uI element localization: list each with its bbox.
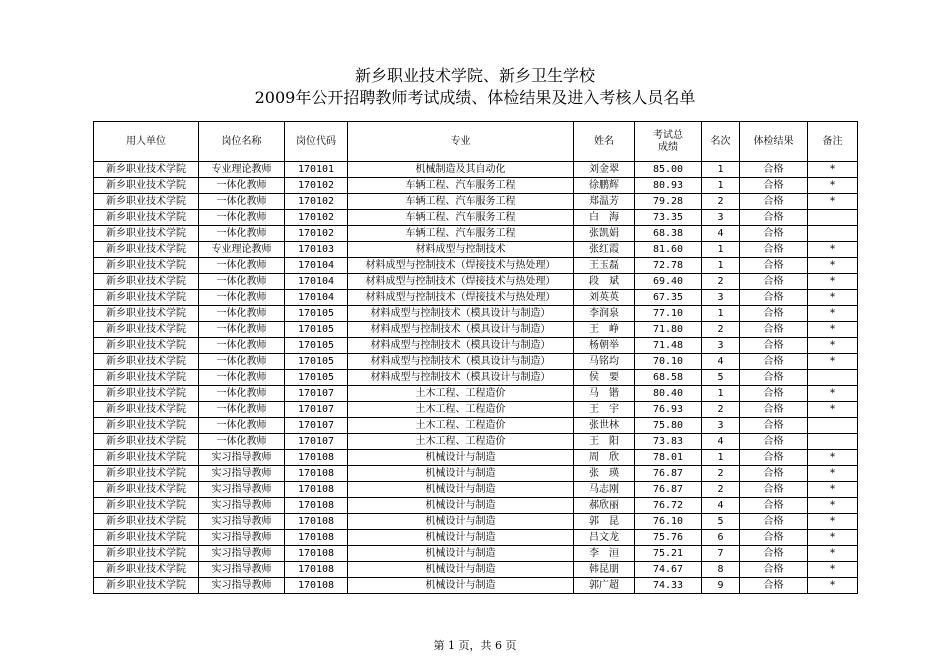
cell-name: 张凯娟 bbox=[574, 226, 635, 242]
cell-name: 马铭均 bbox=[574, 354, 635, 370]
cell-rank: 2 bbox=[702, 274, 740, 290]
cell-score: 73.35 bbox=[635, 210, 702, 226]
header-code: 岗位代码 bbox=[285, 122, 348, 162]
cell-major: 机械设计与制造 bbox=[348, 450, 574, 466]
cell-position: 实习指导教师 bbox=[199, 562, 285, 578]
cell-name: 马 锴 bbox=[574, 386, 635, 402]
table-row bbox=[94, 530, 858, 546]
cell-major: 材料成型与控制技术（模具设计与制造） bbox=[348, 306, 574, 322]
table-row bbox=[94, 418, 858, 434]
cell-major: 材料成型与控制技术（模具设计与制造） bbox=[348, 354, 574, 370]
cell-remark: * bbox=[808, 482, 858, 498]
cell-remark: * bbox=[808, 514, 858, 530]
cell-code: 170108 bbox=[285, 562, 348, 578]
cell-score: 71.80 bbox=[635, 322, 702, 338]
cell-major: 机械设计与制造 bbox=[348, 498, 574, 514]
cell-medical: 合格 bbox=[740, 322, 808, 338]
cell-unit: 新乡职业技术学院 bbox=[94, 306, 199, 322]
table-row bbox=[94, 322, 858, 338]
table-row bbox=[94, 178, 858, 194]
cell-rank: 3 bbox=[702, 418, 740, 434]
cell-name: 王 阳 bbox=[574, 434, 635, 450]
cell-rank: 2 bbox=[702, 322, 740, 338]
cell-code: 170108 bbox=[285, 482, 348, 498]
cell-position: 一体化教师 bbox=[199, 258, 285, 274]
cell-score: 71.48 bbox=[635, 338, 702, 354]
cell-position: 专业理论教师 bbox=[199, 162, 285, 178]
results-table bbox=[93, 121, 858, 594]
cell-code: 170104 bbox=[285, 274, 348, 290]
cell-remark: * bbox=[808, 306, 858, 322]
table-row bbox=[94, 578, 858, 594]
table-row bbox=[94, 338, 858, 354]
cell-name: 郭 昆 bbox=[574, 514, 635, 530]
cell-unit: 新乡职业技术学院 bbox=[94, 450, 199, 466]
cell-name: 杨朝举 bbox=[574, 338, 635, 354]
table-row bbox=[94, 562, 858, 578]
cell-rank: 3 bbox=[702, 290, 740, 306]
cell-position: 一体化教师 bbox=[199, 290, 285, 306]
cell-position: 一体化教师 bbox=[199, 418, 285, 434]
cell-remark: * bbox=[808, 178, 858, 194]
cell-unit: 新乡职业技术学院 bbox=[94, 258, 199, 274]
cell-rank: 1 bbox=[702, 450, 740, 466]
cell-score: 75.76 bbox=[635, 530, 702, 546]
cell-name: 韩昆朋 bbox=[574, 562, 635, 578]
cell-score: 76.72 bbox=[635, 498, 702, 514]
table-row bbox=[94, 354, 858, 370]
cell-code: 170108 bbox=[285, 530, 348, 546]
cell-medical: 合格 bbox=[740, 530, 808, 546]
cell-code: 170108 bbox=[285, 514, 348, 530]
cell-position: 一体化教师 bbox=[199, 178, 285, 194]
cell-unit: 新乡职业技术学院 bbox=[94, 162, 199, 178]
cell-score: 80.93 bbox=[635, 178, 702, 194]
cell-name: 王玉磊 bbox=[574, 258, 635, 274]
cell-unit: 新乡职业技术学院 bbox=[94, 194, 199, 210]
cell-code: 170105 bbox=[285, 354, 348, 370]
cell-unit: 新乡职业技术学院 bbox=[94, 466, 199, 482]
cell-major: 土木工程、工程造价 bbox=[348, 402, 574, 418]
cell-remark: * bbox=[808, 338, 858, 354]
cell-unit: 新乡职业技术学院 bbox=[94, 322, 199, 338]
cell-position: 一体化教师 bbox=[199, 306, 285, 322]
cell-name: 郭广超 bbox=[574, 578, 635, 594]
cell-rank: 1 bbox=[702, 242, 740, 258]
cell-score: 76.87 bbox=[635, 482, 702, 498]
cell-rank: 2 bbox=[702, 482, 740, 498]
table-row bbox=[94, 226, 858, 242]
cell-medical: 合格 bbox=[740, 498, 808, 514]
cell-major: 材料成型与控制技术（焊接技术与热处理） bbox=[348, 290, 574, 306]
cell-code: 170104 bbox=[285, 290, 348, 306]
cell-remark bbox=[808, 418, 858, 434]
cell-name: 白 海 bbox=[574, 210, 635, 226]
cell-major: 车辆工程、汽车服务工程 bbox=[348, 226, 574, 242]
cell-code: 170107 bbox=[285, 402, 348, 418]
header-score: 考试总 成绩 bbox=[635, 122, 702, 162]
cell-major: 材料成型与控制技术（模具设计与制造） bbox=[348, 370, 574, 386]
cell-medical: 合格 bbox=[740, 338, 808, 354]
cell-medical: 合格 bbox=[740, 386, 808, 402]
cell-score: 76.10 bbox=[635, 514, 702, 530]
cell-position: 一体化教师 bbox=[199, 194, 285, 210]
cell-score: 68.58 bbox=[635, 370, 702, 386]
cell-remark: * bbox=[808, 258, 858, 274]
table-row bbox=[94, 370, 858, 386]
cell-unit: 新乡职业技术学院 bbox=[94, 514, 199, 530]
cell-score: 76.87 bbox=[635, 466, 702, 482]
cell-unit: 新乡职业技术学院 bbox=[94, 338, 199, 354]
cell-major: 材料成型与控制技术（焊接技术与热处理） bbox=[348, 274, 574, 290]
cell-medical: 合格 bbox=[740, 402, 808, 418]
cell-major: 材料成型与控制技术（模具设计与制造） bbox=[348, 322, 574, 338]
cell-unit: 新乡职业技术学院 bbox=[94, 434, 199, 450]
table-row bbox=[94, 514, 858, 530]
cell-rank: 4 bbox=[702, 434, 740, 450]
header-major: 专业 bbox=[348, 122, 574, 162]
cell-rank: 2 bbox=[702, 466, 740, 482]
cell-medical: 合格 bbox=[740, 418, 808, 434]
cell-score: 78.01 bbox=[635, 450, 702, 466]
cell-position: 实习指导教师 bbox=[199, 498, 285, 514]
header-position: 岗位名称 bbox=[199, 122, 285, 162]
table-row bbox=[94, 386, 858, 402]
cell-position: 实习指导教师 bbox=[199, 482, 285, 498]
cell-medical: 合格 bbox=[740, 274, 808, 290]
cell-position: 一体化教师 bbox=[199, 226, 285, 242]
cell-code: 170102 bbox=[285, 226, 348, 242]
cell-rank: 1 bbox=[702, 258, 740, 274]
cell-rank: 1 bbox=[702, 162, 740, 178]
cell-code: 170108 bbox=[285, 466, 348, 482]
header-name: 姓名 bbox=[574, 122, 635, 162]
table-body bbox=[94, 162, 858, 594]
cell-code: 170103 bbox=[285, 242, 348, 258]
table-row bbox=[94, 194, 858, 210]
table-row bbox=[94, 290, 858, 306]
cell-remark bbox=[808, 434, 858, 450]
cell-score: 74.33 bbox=[635, 578, 702, 594]
cell-remark: * bbox=[808, 498, 858, 514]
page-footer: 第 1 页，共 6 页 bbox=[433, 639, 517, 652]
cell-medical: 合格 bbox=[740, 578, 808, 594]
table-row bbox=[94, 274, 858, 290]
cell-rank: 4 bbox=[702, 226, 740, 242]
cell-score: 77.10 bbox=[635, 306, 702, 322]
cell-rank: 1 bbox=[702, 386, 740, 402]
cell-remark: * bbox=[808, 546, 858, 562]
cell-position: 一体化教师 bbox=[199, 210, 285, 226]
cell-major: 材料成型与控制技术 bbox=[348, 242, 574, 258]
cell-remark: * bbox=[808, 450, 858, 466]
cell-major: 车辆工程、汽车服务工程 bbox=[348, 210, 574, 226]
cell-major: 车辆工程、汽车服务工程 bbox=[348, 194, 574, 210]
cell-score: 79.28 bbox=[635, 194, 702, 210]
cell-remark: * bbox=[808, 242, 858, 258]
cell-rank: 1 bbox=[702, 306, 740, 322]
cell-rank: 4 bbox=[702, 354, 740, 370]
table-header-row bbox=[94, 122, 858, 162]
cell-medical: 合格 bbox=[740, 546, 808, 562]
cell-score: 69.40 bbox=[635, 274, 702, 290]
cell-score: 76.93 bbox=[635, 402, 702, 418]
cell-code: 170108 bbox=[285, 498, 348, 514]
cell-code: 170108 bbox=[285, 450, 348, 466]
cell-unit: 新乡职业技术学院 bbox=[94, 210, 199, 226]
cell-medical: 合格 bbox=[740, 306, 808, 322]
cell-unit: 新乡职业技术学院 bbox=[94, 242, 199, 258]
cell-medical: 合格 bbox=[740, 226, 808, 242]
cell-rank: 3 bbox=[702, 338, 740, 354]
cell-medical: 合格 bbox=[740, 466, 808, 482]
cell-code: 170107 bbox=[285, 434, 348, 450]
cell-medical: 合格 bbox=[740, 370, 808, 386]
cell-code: 170101 bbox=[285, 162, 348, 178]
cell-name: 马志刚 bbox=[574, 482, 635, 498]
cell-remark: * bbox=[808, 274, 858, 290]
cell-code: 170108 bbox=[285, 546, 348, 562]
table-row bbox=[94, 402, 858, 418]
cell-rank: 6 bbox=[702, 530, 740, 546]
cell-code: 170105 bbox=[285, 322, 348, 338]
cell-medical: 合格 bbox=[740, 482, 808, 498]
cell-score: 73.83 bbox=[635, 434, 702, 450]
cell-medical: 合格 bbox=[740, 162, 808, 178]
cell-major: 机械设计与制造 bbox=[348, 530, 574, 546]
cell-major: 机械设计与制造 bbox=[348, 514, 574, 530]
cell-score: 81.60 bbox=[635, 242, 702, 258]
cell-rank: 2 bbox=[702, 194, 740, 210]
cell-remark: * bbox=[808, 530, 858, 546]
cell-unit: 新乡职业技术学院 bbox=[94, 290, 199, 306]
cell-score: 72.78 bbox=[635, 258, 702, 274]
cell-score: 80.40 bbox=[635, 386, 702, 402]
cell-name: 王 宇 bbox=[574, 402, 635, 418]
cell-medical: 合格 bbox=[740, 434, 808, 450]
cell-name: 周 欣 bbox=[574, 450, 635, 466]
cell-remark: * bbox=[808, 402, 858, 418]
cell-unit: 新乡职业技术学院 bbox=[94, 482, 199, 498]
cell-name: 张 瑛 bbox=[574, 466, 635, 482]
cell-name: 李 洹 bbox=[574, 546, 635, 562]
cell-unit: 新乡职业技术学院 bbox=[94, 578, 199, 594]
header-remark: 备注 bbox=[808, 122, 858, 162]
cell-rank: 5 bbox=[702, 514, 740, 530]
cell-unit: 新乡职业技术学院 bbox=[94, 370, 199, 386]
cell-unit: 新乡职业技术学院 bbox=[94, 546, 199, 562]
cell-remark: * bbox=[808, 466, 858, 482]
cell-remark: * bbox=[808, 194, 858, 210]
cell-position: 专业理论教师 bbox=[199, 242, 285, 258]
cell-remark bbox=[808, 210, 858, 226]
cell-position: 实习指导教师 bbox=[199, 450, 285, 466]
cell-name: 张红霞 bbox=[574, 242, 635, 258]
cell-name: 侯 要 bbox=[574, 370, 635, 386]
cell-major: 机械设计与制造 bbox=[348, 466, 574, 482]
cell-major: 机械设计与制造 bbox=[348, 482, 574, 498]
document-title: 新乡职业技术学院、新乡卫生学校 bbox=[354, 66, 595, 85]
cell-medical: 合格 bbox=[740, 178, 808, 194]
cell-name: 吕文龙 bbox=[574, 530, 635, 546]
cell-unit: 新乡职业技术学院 bbox=[94, 530, 199, 546]
cell-remark: * bbox=[808, 354, 858, 370]
cell-unit: 新乡职业技术学院 bbox=[94, 402, 199, 418]
cell-score: 75.80 bbox=[635, 418, 702, 434]
cell-major: 机械设计与制造 bbox=[348, 546, 574, 562]
cell-unit: 新乡职业技术学院 bbox=[94, 562, 199, 578]
cell-unit: 新乡职业技术学院 bbox=[94, 354, 199, 370]
table-row bbox=[94, 450, 858, 466]
table-row bbox=[94, 466, 858, 482]
cell-rank: 7 bbox=[702, 546, 740, 562]
cell-major: 机械制造及其自动化 bbox=[348, 162, 574, 178]
cell-name: 郑温芳 bbox=[574, 194, 635, 210]
table-row bbox=[94, 258, 858, 274]
table-row bbox=[94, 162, 858, 178]
cell-position: 实习指导教师 bbox=[199, 466, 285, 482]
table-row bbox=[94, 498, 858, 514]
cell-unit: 新乡职业技术学院 bbox=[94, 178, 199, 194]
cell-rank: 1 bbox=[702, 178, 740, 194]
cell-name: 李润泉 bbox=[574, 306, 635, 322]
cell-remark: * bbox=[808, 162, 858, 178]
cell-rank: 9 bbox=[702, 578, 740, 594]
cell-remark: * bbox=[808, 578, 858, 594]
cell-medical: 合格 bbox=[740, 354, 808, 370]
cell-position: 一体化教师 bbox=[199, 338, 285, 354]
cell-code: 170102 bbox=[285, 194, 348, 210]
cell-major: 车辆工程、汽车服务工程 bbox=[348, 178, 574, 194]
cell-major: 土木工程、工程造价 bbox=[348, 386, 574, 402]
cell-major: 机械设计与制造 bbox=[348, 562, 574, 578]
table-row bbox=[94, 306, 858, 322]
document-subtitle: 2009年公开招聘教师考试成绩、体检结果及进入考核人员名单 bbox=[254, 88, 696, 107]
cell-position: 一体化教师 bbox=[199, 274, 285, 290]
cell-position: 一体化教师 bbox=[199, 322, 285, 338]
cell-position: 实习指导教师 bbox=[199, 546, 285, 562]
cell-major: 材料成型与控制技术（焊接技术与热处理） bbox=[348, 258, 574, 274]
cell-position: 一体化教师 bbox=[199, 370, 285, 386]
cell-name: 徐鹏辉 bbox=[574, 178, 635, 194]
cell-rank: 8 bbox=[702, 562, 740, 578]
cell-remark: * bbox=[808, 290, 858, 306]
cell-unit: 新乡职业技术学院 bbox=[94, 386, 199, 402]
cell-code: 170102 bbox=[285, 210, 348, 226]
cell-medical: 合格 bbox=[740, 450, 808, 466]
cell-remark: * bbox=[808, 322, 858, 338]
cell-major: 土木工程、工程造价 bbox=[348, 434, 574, 450]
cell-unit: 新乡职业技术学院 bbox=[94, 498, 199, 514]
cell-medical: 合格 bbox=[740, 562, 808, 578]
cell-code: 170102 bbox=[285, 178, 348, 194]
cell-score: 85.00 bbox=[635, 162, 702, 178]
header-medical: 体检结果 bbox=[740, 122, 808, 162]
cell-name: 王 峥 bbox=[574, 322, 635, 338]
cell-code: 170105 bbox=[285, 370, 348, 386]
cell-medical: 合格 bbox=[740, 290, 808, 306]
cell-code: 170107 bbox=[285, 418, 348, 434]
table-row bbox=[94, 242, 858, 258]
cell-name: 刘金翠 bbox=[574, 162, 635, 178]
table-row bbox=[94, 482, 858, 498]
header-rank: 名次 bbox=[702, 122, 740, 162]
cell-score: 74.67 bbox=[635, 562, 702, 578]
cell-name: 刘英英 bbox=[574, 290, 635, 306]
cell-name: 张世林 bbox=[574, 418, 635, 434]
cell-medical: 合格 bbox=[740, 514, 808, 530]
header-unit: 用人单位 bbox=[94, 122, 199, 162]
cell-position: 实习指导教师 bbox=[199, 578, 285, 594]
cell-medical: 合格 bbox=[740, 194, 808, 210]
cell-major: 机械设计与制造 bbox=[348, 578, 574, 594]
cell-name: 段 斌 bbox=[574, 274, 635, 290]
cell-rank: 5 bbox=[702, 370, 740, 386]
cell-remark bbox=[808, 226, 858, 242]
cell-rank: 4 bbox=[702, 498, 740, 514]
cell-position: 一体化教师 bbox=[199, 354, 285, 370]
cell-remark: * bbox=[808, 562, 858, 578]
cell-medical: 合格 bbox=[740, 258, 808, 274]
table-row bbox=[94, 546, 858, 562]
cell-position: 实习指导教师 bbox=[199, 530, 285, 546]
cell-code: 170105 bbox=[285, 306, 348, 322]
cell-score: 70.10 bbox=[635, 354, 702, 370]
cell-unit: 新乡职业技术学院 bbox=[94, 226, 199, 242]
cell-name: 郝欣丽 bbox=[574, 498, 635, 514]
cell-code: 170107 bbox=[285, 386, 348, 402]
cell-position: 一体化教师 bbox=[199, 402, 285, 418]
cell-score: 67.35 bbox=[635, 290, 702, 306]
cell-rank: 2 bbox=[702, 402, 740, 418]
cell-score: 68.38 bbox=[635, 226, 702, 242]
cell-medical: 合格 bbox=[740, 242, 808, 258]
cell-major: 土木工程、工程造价 bbox=[348, 418, 574, 434]
cell-position: 实习指导教师 bbox=[199, 514, 285, 530]
cell-position: 一体化教师 bbox=[199, 386, 285, 402]
cell-remark: * bbox=[808, 386, 858, 402]
cell-code: 170105 bbox=[285, 338, 348, 354]
cell-unit: 新乡职业技术学院 bbox=[94, 418, 199, 434]
cell-major: 材料成型与控制技术（模具设计与制造） bbox=[348, 338, 574, 354]
cell-rank: 3 bbox=[702, 210, 740, 226]
cell-code: 170108 bbox=[285, 578, 348, 594]
table-row bbox=[94, 434, 858, 450]
cell-code: 170104 bbox=[285, 258, 348, 274]
cell-score: 75.21 bbox=[635, 546, 702, 562]
cell-position: 一体化教师 bbox=[199, 434, 285, 450]
table-row bbox=[94, 210, 858, 226]
cell-unit: 新乡职业技术学院 bbox=[94, 274, 199, 290]
cell-remark bbox=[808, 370, 858, 386]
cell-medical: 合格 bbox=[740, 210, 808, 226]
